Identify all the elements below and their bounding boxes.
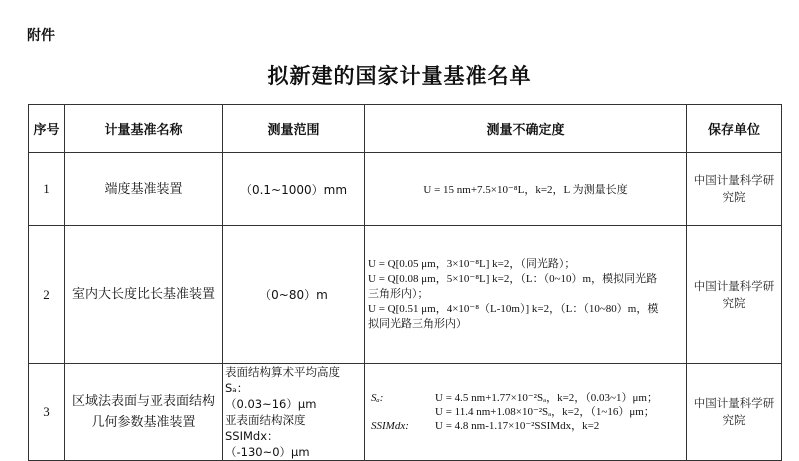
row-name <box>65 364 223 461</box>
uncertainty-line: U = Q[0.05 μm，3×10⁻⁸L] k=2，（同光路）； <box>368 258 576 270</box>
uncertainty-label <box>367 405 435 419</box>
header-uncertainty: 测量不确定度 <box>365 105 687 153</box>
row-uncertainty: U = 15 nm+7.5×10⁻⁸L，k=2，L 为测量长度 <box>365 153 687 226</box>
uncertainty-text: U = 4.5 nm+1.77×10⁻²Sₐ，k=2，（0.03~1）μm； <box>435 392 658 404</box>
uncertainty-line: U = Q[0.08 μm，5×10⁻⁸L] k=2，（L：（0~10）m，模拟同光路 <box>368 273 658 285</box>
table-header-row <box>29 105 782 153</box>
row-seq: 3 <box>29 364 65 461</box>
range-line: 亚表面结构深度 SSIMdx： <box>225 413 306 443</box>
standards-table <box>28 104 782 461</box>
uncertainty-line: U = Q[0.51 μm，4×10⁻⁸（L-10m）] k=2，（L：（10~80）m，模 <box>368 303 659 315</box>
row-seq: 2 <box>29 226 65 364</box>
row-uncertainty <box>365 226 687 364</box>
row-org: 中国计量科学研究院 <box>687 226 782 364</box>
range-line: （0.03~16）μm <box>225 397 317 411</box>
row-seq: 1 <box>29 153 65 226</box>
uncertainty-line: 三角形内）； <box>368 288 429 300</box>
table-row <box>29 226 782 364</box>
row-uncertainty <box>365 364 687 461</box>
header-org: 保存单位 <box>687 105 782 153</box>
range-line: 表面结构算术平均高度 Sₐ： <box>225 365 340 395</box>
row-range <box>223 364 365 461</box>
uncertainty-text: U = 11.4 nm+1.08×10⁻²Sₐ，k=2，（1~16）μm； <box>435 406 655 418</box>
header-range: 测量范围 <box>223 105 365 153</box>
row-range: （0~80）m <box>223 226 365 364</box>
header-name: 计量基准名称 <box>65 105 223 153</box>
row-range: （0.1~1000）mm <box>223 153 365 226</box>
range-line: （-130~0）μm <box>225 445 310 459</box>
uncertainty-label: Sₐ: <box>371 392 384 404</box>
header-seq: 序号 <box>29 105 65 153</box>
uncertainty-row <box>367 405 684 419</box>
uncertainty-row <box>367 419 684 433</box>
uncertainty-label: SSIMdx: <box>371 420 409 432</box>
uncertainty-row <box>367 391 684 405</box>
uncertainty-text: U = 4.8 nm-1.17×10⁻²SSIMdx，k=2 <box>435 420 600 432</box>
row-name: 室内大长度比长基准装置 <box>65 226 223 364</box>
row-name: 端度基准装置 <box>65 153 223 226</box>
attachment-label: 附件 <box>27 28 55 44</box>
name-line: 几何参数基准装置 <box>91 415 196 430</box>
name-line: 区域法表面与亚表面结构 <box>71 394 215 409</box>
document-title: 拟新建的国家计量基准名单 <box>267 63 532 88</box>
uncertainty-line: 拟同光路三角形内） <box>368 318 467 330</box>
table-row <box>29 153 782 226</box>
table-row <box>29 364 782 461</box>
row-org: 中国计量科学研究院 <box>687 153 782 226</box>
row-org: 中国计量科学研究院 <box>687 364 782 461</box>
